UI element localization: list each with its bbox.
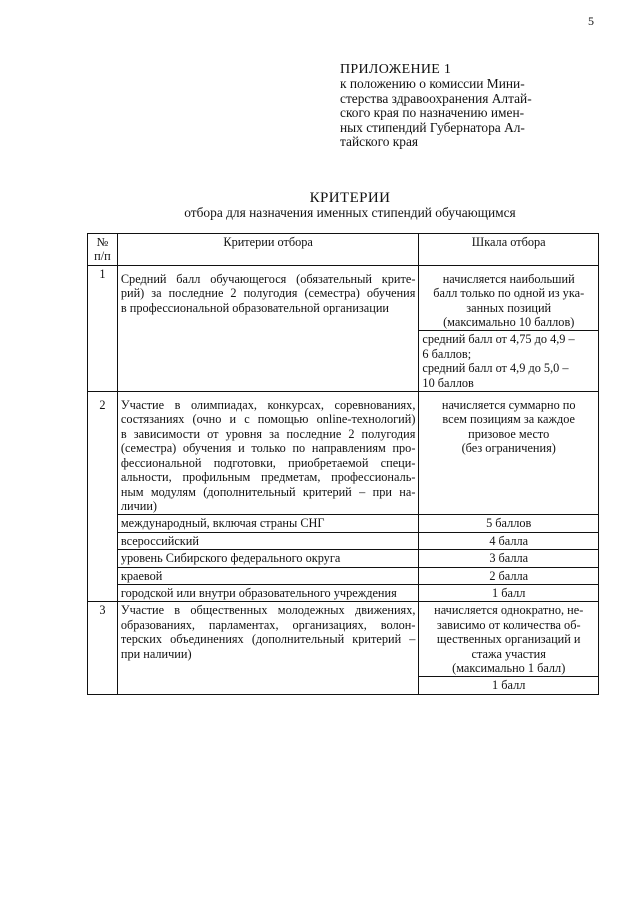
table-row: [88, 602, 599, 677]
criteria-cell: краевой: [117, 567, 419, 584]
table-row: [88, 584, 599, 601]
row-number: 2: [88, 392, 118, 602]
row-number: 1: [88, 265, 118, 391]
scale-line: (максимально 10 баллов): [443, 315, 575, 330]
criteria-line: Средний балл обучающегося (обязательный крите-: [120, 271, 416, 286]
scale-line: (без ограничения): [461, 441, 556, 456]
table-row: [88, 392, 599, 515]
criteria-cell: [117, 392, 419, 515]
scale-cell: [419, 602, 599, 677]
scale-cell: [419, 265, 599, 331]
table-row: [88, 550, 599, 567]
scale-cell: 1 балл: [419, 677, 599, 694]
scale-line: всем позициям за каждое: [442, 412, 576, 427]
appendix-line: к положению о комиссии Мини-: [340, 76, 525, 91]
appendix-line: ского края по назначению имен-: [340, 105, 525, 120]
scale-line: начисляется суммарно по: [441, 398, 576, 413]
criteria-line: фессиональной подготовки, приобретаемой специ-: [120, 455, 416, 470]
criteria-cell: [117, 265, 419, 391]
document-title: КРИТЕРИИ: [309, 190, 391, 206]
criteria-line: при наличии): [120, 646, 192, 661]
criteria-line: личии): [120, 498, 158, 513]
appendix-line: ных стипендий Губернатора Ал-: [340, 119, 525, 135]
header-number-line: п/п: [94, 249, 111, 264]
scale-line: стажа участия: [471, 646, 546, 661]
criteria-line: в профессиональной образовательной организации: [120, 300, 389, 315]
scale-line: щественных организаций и: [436, 632, 581, 647]
criteria-line: состязаниях (очно и с помощью online-технологий): [120, 412, 416, 427]
criteria-line: (семестра) обучения и только по направлениям про-: [120, 441, 416, 456]
criteria-line: Участие в олимпиадах, конкурсах, соревнованиях,: [120, 398, 416, 413]
criteria-line: образованиях, парламентах, организациях, волон-: [120, 617, 416, 632]
table-header-row: [88, 234, 599, 266]
scale-line: средний балл от 4,9 до 5,0 –: [422, 361, 569, 376]
criteria-table: [87, 233, 599, 695]
criteria-cell: городской или внутри образовательного учреждения: [117, 584, 419, 601]
scale-cell: 2 балла: [419, 567, 599, 584]
appendix-block: [340, 62, 600, 150]
table-row: [88, 567, 599, 584]
scale-cell: 5 баллов: [419, 515, 599, 532]
header-number: [88, 234, 118, 266]
header-scale: Шкала отбора: [419, 234, 599, 266]
scale-line: 10 баллов: [422, 375, 474, 390]
scale-line: призовое место: [468, 426, 550, 441]
criteria-line: терских объединениях (дополнительный критерий –: [120, 632, 416, 647]
scale-cell: 1 балл: [419, 584, 599, 601]
criteria-line: ным модулям (дополнительный критерий – при на-: [120, 484, 416, 499]
scale-cell: 4 балла: [419, 532, 599, 549]
scale-line: зависимо от количества об-: [436, 617, 581, 632]
scale-line: балл только по одной из ука-: [433, 286, 585, 301]
table-row: [88, 515, 599, 532]
scale-line: средний балл от 4,75 до 4,9 –: [422, 332, 575, 347]
header-criteria: Критерии отбора: [117, 234, 419, 266]
scale-cell: 3 балла: [419, 550, 599, 567]
criteria-line: в зависимости от уровня за последние 2 полугодия: [120, 426, 416, 441]
criteria-cell: международный, включая страны СНГ: [117, 515, 419, 532]
scale-line: начисляется наибольший: [442, 271, 575, 286]
document-subtitle: отбора для назначения именных стипендий обучающимся: [184, 205, 516, 220]
criteria-line: Участие в общественных молодежных движениях,: [120, 603, 416, 618]
scale-line: 6 баллов;: [422, 346, 472, 361]
scale-line: занных позиций: [466, 300, 552, 315]
appendix-title: ПРИЛОЖЕНИЕ 1: [340, 62, 452, 77]
header-number-line: №: [96, 235, 109, 249]
criteria-line: рий) за последние 2 полугодия (семестра) обучения: [120, 286, 416, 301]
appendix-line: стерства здравоохранения Алтай-: [340, 90, 532, 106]
scale-cell: [419, 392, 599, 515]
page-number: 5: [588, 14, 594, 28]
criteria-cell: [117, 602, 419, 694]
table-row: [88, 265, 599, 331]
scale-cell: [419, 331, 599, 392]
scale-line: начисляется однократно, не-: [434, 603, 584, 618]
criteria-line: альности, профильным предметам, профессиональ-: [120, 470, 416, 485]
criteria-cell: уровень Сибирского федерального округа: [117, 550, 419, 567]
appendix-line: тайского края: [340, 134, 419, 149]
criteria-cell: всероссийский: [117, 532, 419, 549]
scale-line: (максимально 1 балл): [452, 660, 566, 675]
row-number: 3: [88, 602, 118, 694]
table-row: [88, 532, 599, 549]
